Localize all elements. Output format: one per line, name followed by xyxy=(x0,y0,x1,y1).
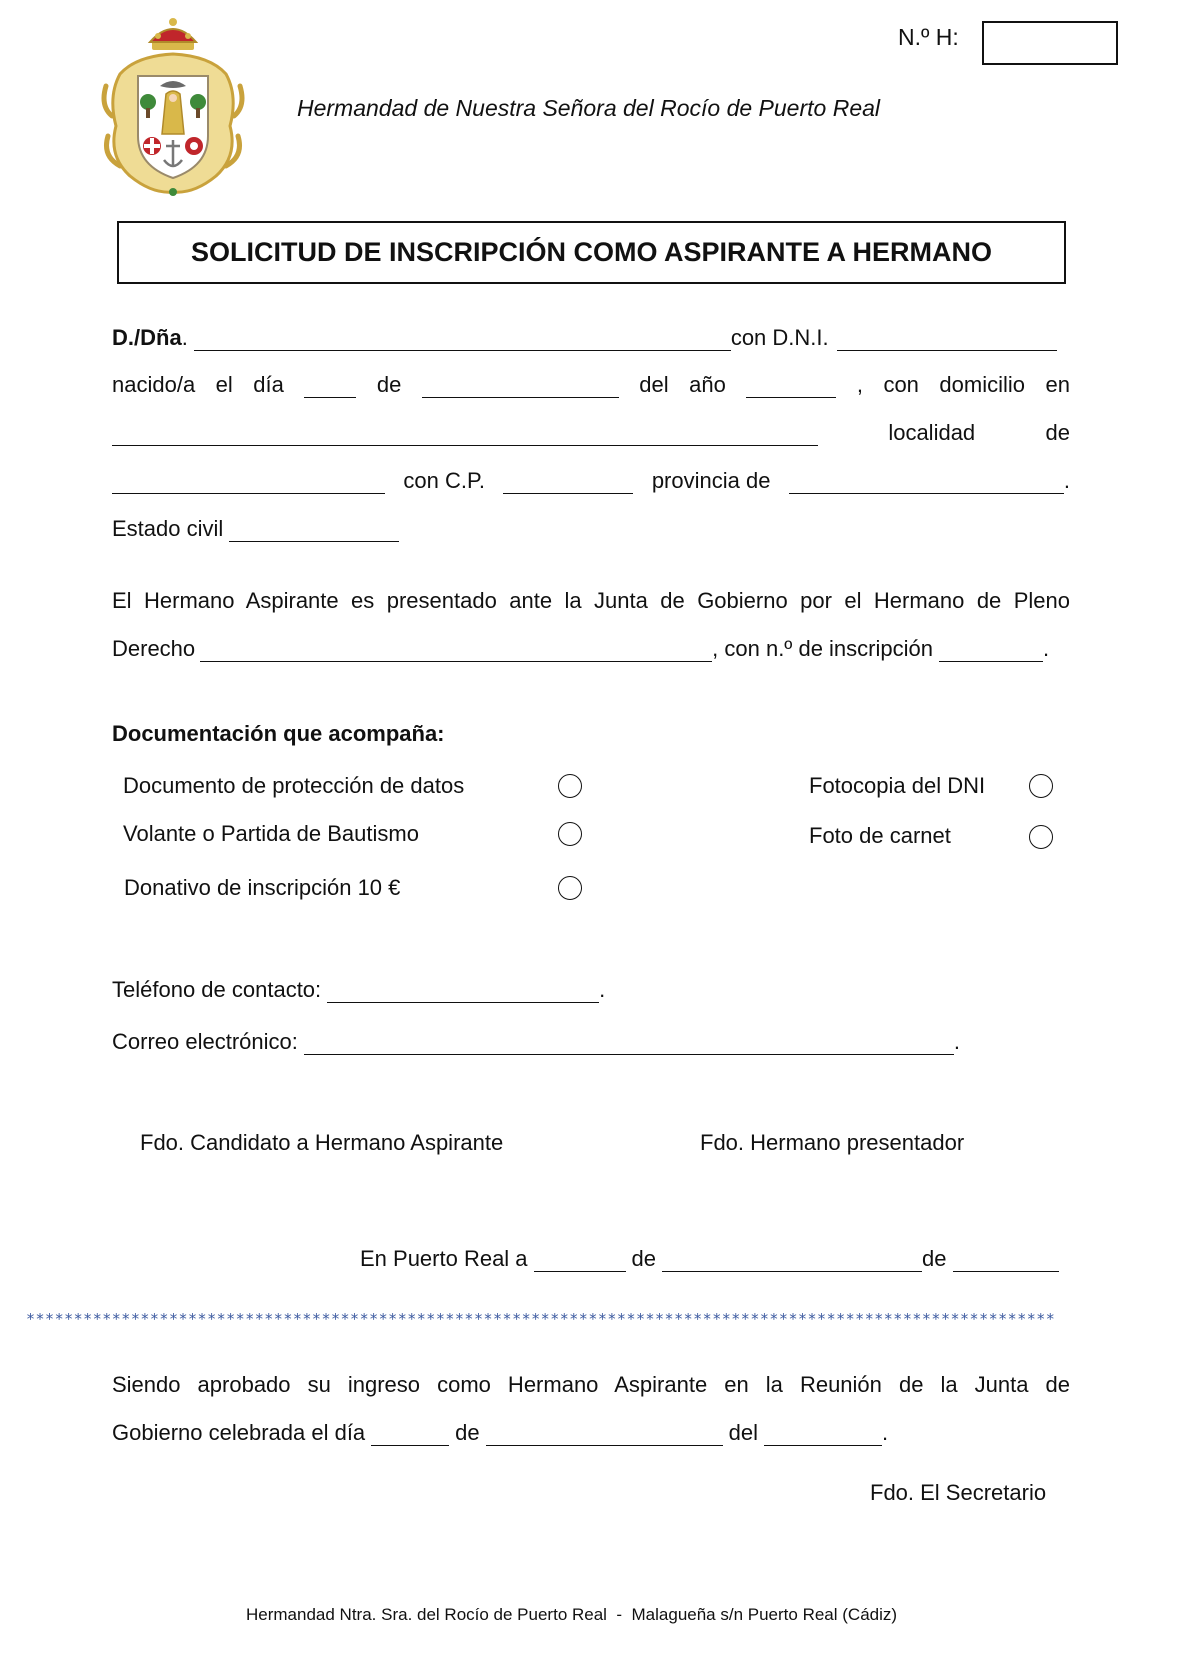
presenter-signature-label: Fdo. Hermano presentador xyxy=(700,1130,965,1155)
place-label: En Puerto Real a xyxy=(360,1246,528,1271)
presenter-name-field[interactable] xyxy=(200,639,712,662)
approval-line-1: Siendo aprobado su ingreso como Hermano Aspirante en la Reunión de la Junta de xyxy=(112,1372,1070,1397)
province-period: . xyxy=(1063,468,1070,493)
brotherhood-name: Hermandad de Nuestra Señora del Rocío de Puerto Real xyxy=(297,95,881,121)
dni-field[interactable] xyxy=(837,328,1057,351)
doc-checkbox-data-protection[interactable] xyxy=(558,774,582,798)
email-row xyxy=(112,1029,1070,1055)
civil-status-field[interactable] xyxy=(229,519,399,542)
con-label: con xyxy=(883,372,919,397)
candidate-signature-label: Fdo. Candidato a Hermano Aspirante xyxy=(140,1130,504,1155)
secretary-signature-label: Fdo. El Secretario xyxy=(870,1480,1047,1505)
phone-row xyxy=(112,977,1070,1003)
approval-month-field[interactable] xyxy=(486,1423,723,1446)
record-number-label: N.º H: xyxy=(898,24,959,50)
localidad-de-label: de xyxy=(1045,420,1070,445)
date-row xyxy=(360,1246,1070,1272)
footer-text: Hermandad Ntra. Sra. del Rocío de Puerto Real - Malagueña s/n Puerto Real (Cádiz) xyxy=(246,1605,898,1624)
localidad-label: localidad xyxy=(888,420,976,445)
doc-checkbox-donation[interactable] xyxy=(558,876,582,900)
doc-checkbox-baptism[interactable] xyxy=(558,822,582,846)
approval-line-2-row xyxy=(112,1420,1070,1446)
birth-month-field[interactable] xyxy=(422,375,619,398)
address-field[interactable] xyxy=(112,423,818,446)
record-number-field[interactable] xyxy=(982,21,1118,65)
separator-stars: ************************************************************************************************************ xyxy=(26,1310,1056,1328)
date-year-field[interactable] xyxy=(953,1249,1059,1272)
inscription-period: . xyxy=(1042,636,1050,661)
name-label: D./Dña xyxy=(112,325,182,350)
civil-status-row xyxy=(112,516,1070,542)
birth-year-field[interactable] xyxy=(746,375,836,398)
doc-item-donation: Donativo de inscripción 10 € xyxy=(124,875,401,900)
born-label: nacido/a xyxy=(112,372,196,397)
inscription-number-field[interactable] xyxy=(939,639,1043,662)
del-label: del xyxy=(639,372,669,397)
province-group xyxy=(789,468,1070,494)
date-month-field[interactable] xyxy=(662,1249,922,1272)
presenter-sentence: El Hermano Aspirante es presentado ante la Junta de Gobierno por el Hermano de Pleno xyxy=(112,588,1070,613)
brotherhood-crest-logo xyxy=(100,16,246,198)
phone-period: . xyxy=(599,977,606,1002)
doc-item-dni-copy: Fotocopia del DNI xyxy=(809,773,986,798)
approval-day-field[interactable] xyxy=(371,1423,449,1446)
date-de1-label: de xyxy=(631,1246,657,1271)
dia-label: día xyxy=(253,372,284,397)
locality-field[interactable] xyxy=(112,471,385,494)
name-row xyxy=(112,325,1070,351)
address-row xyxy=(112,420,1070,446)
phone-label: Teléfono de contacto: xyxy=(112,977,322,1002)
en-label: en xyxy=(1045,372,1070,397)
approval-period: . xyxy=(882,1420,889,1445)
anio-label: año xyxy=(689,372,726,397)
derecho-label: Derecho xyxy=(112,636,196,661)
email-period: . xyxy=(953,1029,960,1054)
date-day-field[interactable] xyxy=(534,1249,626,1272)
de-label: de xyxy=(376,372,402,397)
postal-code-field[interactable] xyxy=(503,471,633,494)
province-field[interactable] xyxy=(789,471,1064,494)
approval-del-label: del xyxy=(728,1420,759,1445)
doc-item-photo: Foto de carnet xyxy=(809,823,951,848)
civil-status-label: Estado civil xyxy=(112,516,224,541)
el-label: el xyxy=(215,372,233,397)
approval-year-field[interactable] xyxy=(764,1423,882,1446)
locality-row xyxy=(112,468,1070,494)
doc-checkbox-dni-copy[interactable] xyxy=(1029,774,1053,798)
doc-item-baptism: Volante o Partida de Bautismo xyxy=(123,821,419,846)
cp-label: con C.P. xyxy=(403,468,485,493)
dni-label: con D.N.I. xyxy=(730,325,829,350)
doc-checkbox-photo[interactable] xyxy=(1029,825,1053,849)
phone-field[interactable] xyxy=(327,980,599,1003)
approval-prefix: Gobierno celebrada el día xyxy=(112,1420,366,1445)
inscripcion-label: , con n.º de inscripción xyxy=(712,636,933,661)
name-field[interactable] xyxy=(194,328,731,351)
doc-item-data-protection: Documento de protección de datos xyxy=(123,773,465,798)
form-title-box xyxy=(117,221,1066,284)
presenter-row xyxy=(112,636,1070,662)
date-de2-label: de xyxy=(922,1246,947,1271)
email-label: Correo electrónico: xyxy=(112,1029,298,1054)
provincia-label: provincia de xyxy=(651,468,771,493)
birth-row xyxy=(112,372,1070,398)
email-field[interactable] xyxy=(304,1032,954,1055)
birth-day-field[interactable] xyxy=(304,375,356,398)
presenter-sentence-row xyxy=(112,588,1070,614)
domicilio-label: domicilio xyxy=(939,372,1025,397)
name-label-dot: . xyxy=(181,325,188,350)
approval-de-label: de xyxy=(455,1420,480,1445)
form-title: SOLICITUD DE INSCRIPCIÓN COMO ASPIRANTE A HERMANO xyxy=(190,237,993,267)
approval-line-1-row xyxy=(112,1372,1070,1398)
comma: , xyxy=(856,372,863,397)
documents-heading: Documentación que acompaña: xyxy=(112,721,445,746)
